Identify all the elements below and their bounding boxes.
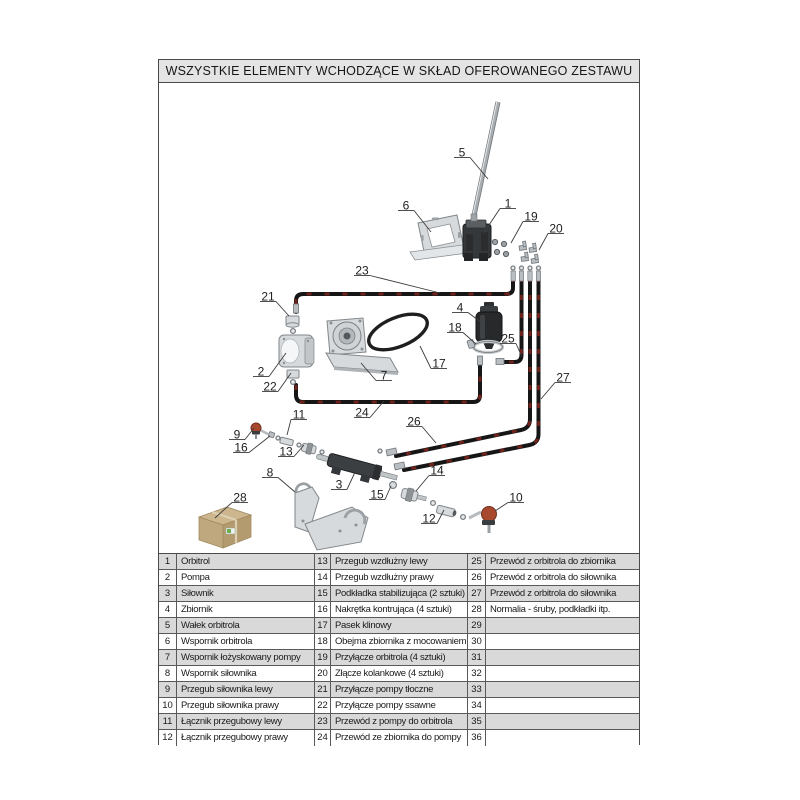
part-number: 13 [315, 554, 331, 570]
callout-number: 13 [279, 444, 293, 459]
part-name: Siłownik [177, 586, 315, 602]
pump [279, 335, 314, 367]
part-number: 2 [159, 570, 177, 586]
part-number: 28 [468, 602, 486, 618]
elbow-fittings [518, 241, 538, 263]
callout-number: 27 [556, 370, 570, 385]
part-name: Przegub wzdłużny lewy [331, 554, 468, 570]
washer-ring [276, 436, 280, 440]
part-name: Przewód z orbitrola do siłownika [486, 570, 639, 586]
axial-joint-right [400, 487, 427, 506]
pump-pressure-fitting [286, 316, 299, 333]
part-name: Wspornik siłownika [177, 666, 315, 682]
cylinder-bracket [295, 484, 368, 550]
part-number: 35 [468, 714, 486, 730]
callout-number: 9 [233, 427, 241, 442]
pump-bearing-bracket [326, 318, 398, 375]
callout-25 [500, 332, 522, 358]
callout-number: 14 [430, 463, 444, 478]
steering-shaft [471, 102, 499, 233]
part-number: 21 [315, 682, 331, 698]
callout-23 [354, 264, 440, 294]
callout-18 [447, 321, 476, 345]
cylinder [313, 449, 398, 490]
ball-joint-right [469, 507, 497, 534]
part-name: Łącznik przegubowy lewy [177, 714, 315, 730]
callout-number: 2 [257, 364, 265, 379]
part-name: Pompa [177, 570, 315, 586]
callout-number: 19 [524, 209, 538, 224]
part-number: 23 [315, 714, 331, 730]
washer-ring [320, 450, 324, 454]
part-number: 4 [159, 602, 177, 618]
part-number: 18 [315, 634, 331, 650]
callout-26 [406, 415, 436, 444]
callout-number: 28 [233, 490, 247, 505]
part-number: 36 [468, 730, 486, 746]
callout-number: 7 [380, 368, 388, 383]
axial-joint-left [301, 442, 317, 456]
part-number: 25 [468, 554, 486, 570]
callout-10 [495, 491, 524, 512]
callout-9 [229, 428, 254, 442]
orbitrol-fittings [492, 239, 508, 256]
callout-labels [215, 146, 571, 526]
callout-number: 11 [292, 407, 306, 422]
part-number: 19 [315, 650, 331, 666]
part-name [486, 714, 639, 730]
part-number: 1 [159, 554, 177, 570]
washer-ring [297, 443, 301, 447]
callout-number: 25 [501, 331, 515, 346]
ball-joint-left [251, 423, 268, 439]
part-name: Przewód z orbitrola do zbiornika [486, 554, 639, 570]
part-number: 16 [315, 602, 331, 618]
callout-number: 12 [422, 511, 436, 526]
callout-number: 4 [456, 300, 464, 315]
part-number: 7 [159, 650, 177, 666]
page-title: WSZYSTKIE ELEMENTY WCHODZĄCE W SKŁAD OFEROWANEGO ZESTAWU [159, 60, 639, 83]
part-number: 11 [159, 714, 177, 730]
part-name: Normalia - śruby, podkładki itp. [486, 602, 639, 618]
hose-orbitrol-to-cylinder-1 [378, 277, 530, 456]
part-name: Przewód z orbitrola do siłownika [486, 586, 639, 602]
part-name: Pasek klinowy [331, 618, 468, 634]
part-number: 9 [159, 682, 177, 698]
callout-number: 16 [234, 440, 248, 455]
part-number: 6 [159, 634, 177, 650]
callout-number: 24 [355, 405, 369, 420]
joint-link-right [436, 505, 457, 518]
part-name: Przyłącze orbitrola (4 sztuki) [331, 650, 468, 666]
part-number: 10 [159, 698, 177, 714]
part-name: Przyłącze pompy ssawne [331, 698, 468, 714]
callout-number: 20 [549, 221, 563, 236]
callout-20 [539, 222, 564, 251]
callout-19 [511, 210, 539, 244]
callout-number: 8 [266, 465, 274, 480]
callout-number: 26 [407, 414, 421, 429]
part-name: Wałek orbitrola [177, 618, 315, 634]
callout-number: 17 [432, 356, 446, 371]
part-name [486, 666, 639, 682]
washer-ring [431, 501, 436, 506]
kit-box [199, 507, 251, 548]
part-name: Przegub wzdłużny prawy [331, 570, 468, 586]
part-name [486, 650, 639, 666]
callout-27 [541, 371, 571, 400]
part-number: 24 [315, 730, 331, 746]
part-name: Wspornik orbitrola [177, 634, 315, 650]
part-number: 27 [468, 586, 486, 602]
callout-number: 21 [261, 289, 275, 304]
part-name: Wspornik łożyskowany pompy [177, 650, 315, 666]
part-number: 12 [159, 730, 177, 746]
part-name: Łącznik przegubowy prawy [177, 730, 315, 746]
part-number: 29 [468, 618, 486, 634]
pump-suction-fitting [287, 370, 299, 384]
part-name [486, 730, 639, 746]
part-number: 3 [159, 586, 177, 602]
part-number: 22 [315, 698, 331, 714]
callout-8 [262, 466, 295, 493]
callout-number: 1 [504, 196, 512, 211]
orbitrol [463, 214, 491, 261]
part-name: Przegub siłownika lewy [177, 682, 315, 698]
parts-table [159, 553, 639, 746]
part-number: 17 [315, 618, 331, 634]
callout-number: 15 [370, 487, 384, 502]
part-name [486, 698, 639, 714]
part-name: Zbiornik [177, 602, 315, 618]
callout-21 [260, 290, 289, 317]
part-name: Przewód z pompy do orbitrola [331, 714, 468, 730]
hose-crimp-fittings [511, 266, 541, 281]
part-number: 31 [468, 650, 486, 666]
part-number: 5 [159, 618, 177, 634]
callout-number: 10 [509, 490, 523, 505]
part-name [486, 634, 639, 650]
part-number: 20 [315, 666, 331, 682]
part-name: Złącze kolankowe (4 sztuki) [331, 666, 468, 682]
part-name: Przyłącze pompy tłoczne [331, 682, 468, 698]
part-name: Obejma zbiornika z mocowaniem [331, 634, 468, 650]
part-number: 33 [468, 682, 486, 698]
part-name: Podkładka stabilizująca (2 sztuki) [331, 586, 468, 602]
callout-number: 3 [335, 477, 343, 492]
part-name: Nakrętka kontrująca (4 sztuki) [331, 602, 468, 618]
part-name [486, 682, 639, 698]
callout-number: 6 [402, 198, 410, 213]
part-name: Orbitrol [177, 554, 315, 570]
callout-number: 22 [263, 379, 277, 394]
part-number: 8 [159, 666, 177, 682]
callout-11 [287, 408, 307, 436]
callout-17 [420, 346, 447, 371]
part-name: Przewód ze zbiornika do pompy [331, 730, 468, 746]
part-number: 14 [315, 570, 331, 586]
part-number: 34 [468, 698, 486, 714]
callout-number: 18 [448, 320, 462, 335]
part-number: 30 [468, 634, 486, 650]
part-number: 26 [468, 570, 486, 586]
part-number: 32 [468, 666, 486, 682]
part-number: 15 [315, 586, 331, 602]
callout-15 [369, 486, 391, 502]
callout-number: 5 [458, 145, 466, 160]
part-name [486, 618, 639, 634]
content-frame [158, 59, 640, 745]
washer-ring [461, 515, 466, 520]
parts-diagram [159, 83, 639, 553]
part-name: Przegub siłownika prawy [177, 698, 315, 714]
callout-number: 23 [355, 263, 369, 278]
